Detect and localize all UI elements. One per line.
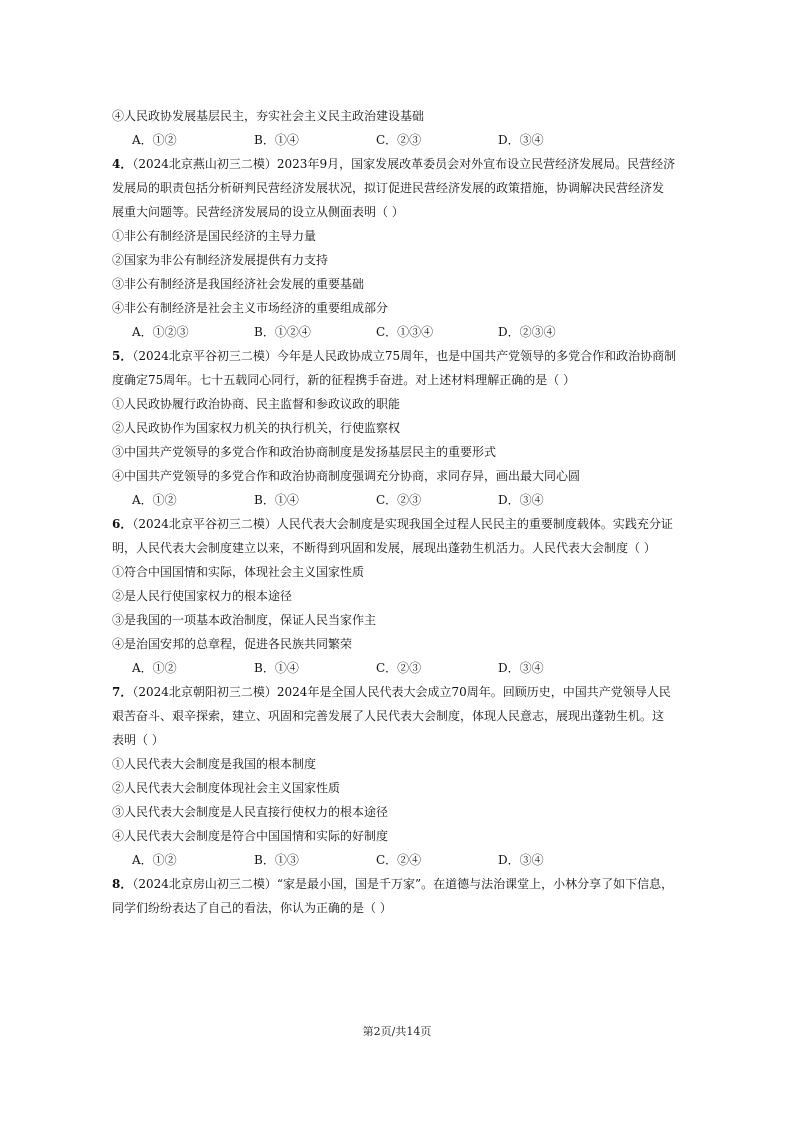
question-7-stem-line-3: 表明（ ） [112,733,164,747]
question-5-stem-line-1 [112,344,687,368]
question-source: （2024北京平谷初三二模） [132,349,277,363]
option-b: B．①③ [254,853,299,867]
option-c: C．②③ [376,493,422,507]
question-number: 4． [112,157,133,171]
question-7-stem-line-1 [112,680,687,704]
question-6-stem-line-2: 明，人民代表大会制度建立以来，不断得到巩固和发展，展现出蓬勃生机活力。人民代表大会制度（ ） [112,541,656,555]
page-footer: 第2页/共14页 [362,1025,432,1038]
question-source: （2024北京房山初三二模） [132,877,277,891]
option-b: B．①②④ [254,325,311,339]
option-b: B．①④ [254,661,299,675]
question-source: （2024北京朝阳初三二模） [132,685,277,699]
question-stem: 今年是人民政协成立75周年，也是中国共产党领导的多党合作和政治协商制 [276,349,677,363]
question-4-item-2: ②国家为非公有制经济发展提供有力支持 [112,253,329,267]
question-stem: 2023年9月，国家发展改革委员会对外宣布设立民营经济发展局。民营经济 [276,157,676,171]
question-4-item-1: ①非公有制经济是国民经济的主导力量 [112,229,317,243]
question-source: （2024北京燕山初三二模） [132,157,277,171]
question-4-item-3: ③非公有制经济是我国经济社会发展的重要基础 [112,277,365,291]
page-content [112,104,687,920]
question-6-stem-line-1 [112,512,687,536]
option-d: D．③④ [498,493,544,507]
option-c: C．①③④ [376,325,434,339]
question-5-item-1: ①人民政协履行政治协商、民主监督和参政议政的职能 [112,397,401,411]
question-number: 8． [112,877,133,891]
option-b: B．①④ [254,493,299,507]
question-4-item-4: ④非公有制经济是社会主义市场经济的重要组成部分 [112,301,389,315]
question-4-stem-line-3: 展重大问题等。民营经济发展局的设立从侧面表明（ ） [112,205,404,219]
option-b: B．①④ [254,133,299,147]
question-stem: “家是最小国，国是千万家”。在道德与法治课堂上，小林分享了如下信息， [276,877,674,891]
question-source: （2024北京平谷初三二模） [132,517,277,531]
question-7-item-1: ①人民代表大会制度是我国的根本制度 [112,757,317,771]
question-number: 6． [112,517,133,531]
question-6-item-1: ①符合中国国情和实际，体现社会主义国家性质 [112,565,365,579]
question-4-options [112,320,687,344]
option-a: A．①② [132,133,177,147]
question-6-item-2: ②是人民行使国家权力的根本途径 [112,589,293,603]
question-8-stem-line-1 [112,872,687,896]
question-6-item-3: ③是我国的一项基本政治制度，保证人民当家作主 [112,613,377,627]
option-a: A．①② [132,853,177,867]
option-a: A．①② [132,661,177,675]
question-5-stem-line-2: 度确定75周年。七十五载同心同行，新的征程携手奋进。对上述材料理解正确的是（ ） [112,373,576,387]
question-3-options [112,128,687,152]
question-5-options [112,488,687,512]
question-6-options [112,656,687,680]
question-6-item-4: ④是治国安邦的总章程，促进各民族共同繁荣 [112,637,353,651]
question-number: 7． [112,685,133,699]
question-4-stem-line-2: 发展局的职责包括分析研判民营经济发展状况，拟订促进民营经济发展的政策措施，协调解决民营经济发 [112,181,665,195]
option-c: C．②④ [376,853,422,867]
question-8-stem-line-2: 同学们纷纷表达了自己的看法，你认为正确的是（ ） [112,901,392,915]
option-d: D．③④ [498,661,544,675]
question-5-item-4: ④中国共产党领导的多党合作和政治协商制度强调充分协商，求同存异，画出最大同心圆 [112,469,581,483]
question-7-options [112,848,687,872]
option-d: D．③④ [498,133,544,147]
question-5-item-3: ③中国共产党领导的多党合作和政治协商制度是发扬基层民主的重要形式 [112,445,497,459]
option-d: D．②③④ [498,325,556,339]
question-7-item-3: ③人民代表大会制度是人民直接行使权力的根本途径 [112,805,389,819]
question-7-item-2: ②人民代表大会制度体现社会主义国家性质 [112,781,341,795]
question-7-stem-line-2: 艰苦奋斗、艰辛探索，建立、巩固和完善发展了人民代表大会制度，体现人民意志，展现出蓬勃生机。这 [112,709,665,723]
option-a: A．①② [132,493,177,507]
option-c: C．②③ [376,133,422,147]
option-d: D．③④ [498,853,544,867]
option-c: C．②③ [376,661,422,675]
question-4-stem-line-1 [112,152,687,176]
question-stem: 2024年是全国人民代表大会成立70周年。回顾历史，中国共产党领导人民 [276,685,671,699]
question-number: 5． [112,349,133,363]
question-7-item-4: ④人民代表大会制度是符合中国国情和实际的好制度 [112,829,389,843]
question-stem: 人民代表大会制度是实现我国全过程人民民主的重要制度载体。实践充分证 [276,517,673,531]
question-3-item-4: ④人民政协发展基层民主，夯实社会主义民主政治建设基础 [112,109,425,123]
option-a: A．①②③ [132,325,189,339]
question-5-item-2: ②人民政协作为国家权力机关的执行机关，行使监察权 [112,421,401,435]
